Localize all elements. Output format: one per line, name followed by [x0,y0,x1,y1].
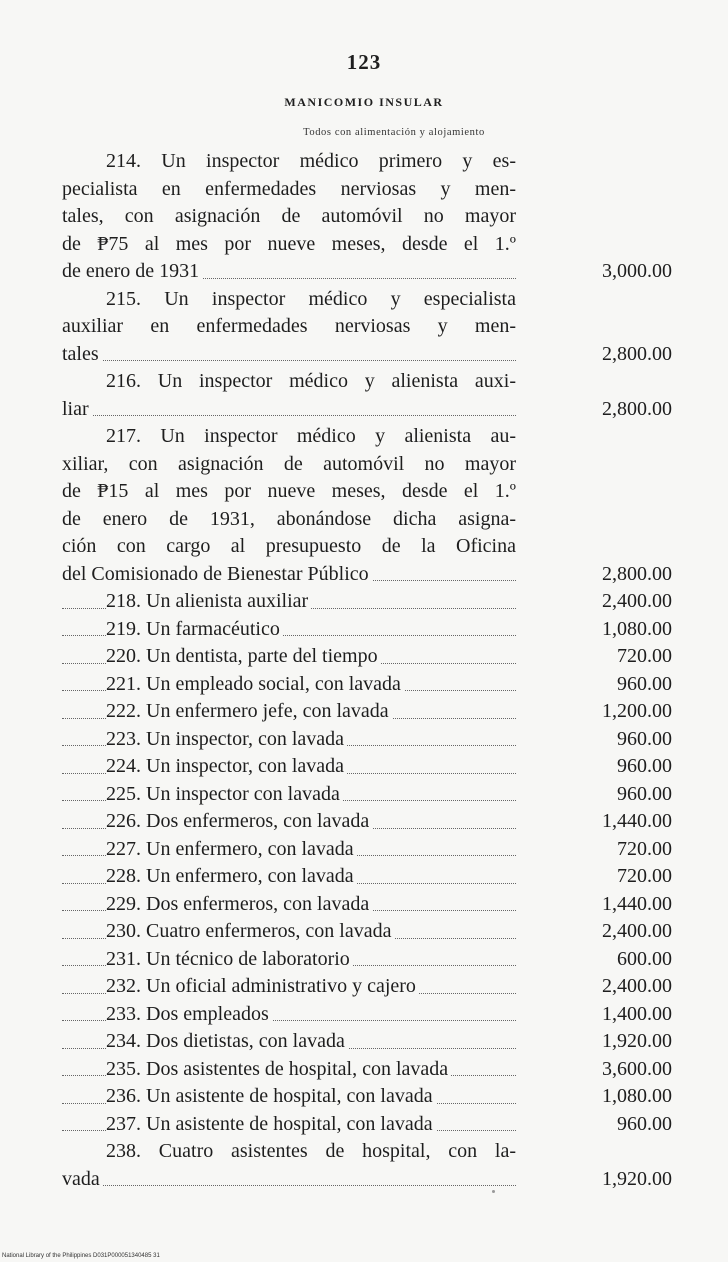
entry-amount: 2,800.00 [602,397,672,420]
entry-line-text: 228. Un enfermero, con lavada [106,865,357,887]
entry-line-text: ción con cargo al presupuesto de la Oficina [62,535,516,557]
entry-line [62,533,516,561]
entry-line-text: 222. Un enfermero jefe, con lavada [106,700,392,722]
entry-amount: 1,440.00 [602,892,672,915]
entry-line [62,368,516,396]
entry-amount: 960.00 [617,1112,672,1135]
entry-line [62,643,516,671]
budget-entry [62,918,672,946]
entry-line [62,286,516,314]
entry-line [62,231,516,259]
entry-amount: 960.00 [617,727,672,750]
budget-entry [62,671,672,699]
entry-line [62,148,516,176]
budget-entry [62,1028,672,1056]
entry-amount: 1,920.00 [602,1030,672,1052]
entry-line [62,1001,516,1029]
entry-amount: 2,800.00 [602,342,672,365]
entry-line [62,203,516,231]
entry-amount: 2,800.00 [602,562,672,585]
budget-entry [62,891,672,919]
budget-entry [62,1138,672,1193]
budget-entry-list [62,148,672,1193]
entry-line [62,671,516,699]
entry-line-text: 236. Un asistente de hospital, con lavada [106,1085,436,1107]
entry-line-text: de enero de 1931 [62,260,202,282]
entry-line [62,946,516,974]
entry-amount: 1,080.00 [602,617,672,640]
entry-amount: 2,400.00 [602,920,672,942]
entry-line-text: del Comisionado de Bienestar Público [62,563,372,585]
budget-entry [62,973,672,1001]
entry-amount: 2,400.00 [602,590,672,612]
entry-line-text: 223. Un inspector, con lavada [106,728,347,750]
entry-line [62,726,516,754]
entry-line-text: 238. Cuatro asistentes de hospital, con la- [106,1140,516,1162]
library-footer: National Library of the Philippines D031P000051340485 31 [2,1253,160,1259]
entry-line-text: de enero de 1931, abonándose dicha asigna- [62,507,516,530]
page-speck [492,1190,495,1193]
entry-amount: 960.00 [617,672,672,695]
budget-entry [62,643,672,671]
budget-entry [62,286,672,369]
entry-line [62,478,516,506]
entry-line [62,423,516,451]
entry-line-text: 229. Dos enfermeros, con lavada [106,893,372,915]
entry-line-text: de ₱75 al mes por nueve meses, desde el 1.º [62,232,516,255]
entry-line-text: 221. Un empleado social, con lavada [106,673,404,695]
budget-entry [62,753,672,781]
entry-line [62,918,516,946]
budget-entry [62,1083,672,1111]
entry-line-text: de ₱15 al mes por nueve meses, desde el 1.º [62,480,516,502]
budget-entry [62,588,672,616]
budget-entry [62,781,672,809]
entry-amount: 960.00 [617,782,672,805]
entry-amount: 1,440.00 [602,810,672,832]
entry-line [62,506,516,534]
entry-line [62,561,516,589]
entry-amount: 1,200.00 [602,700,672,722]
entry-amount: 1,400.00 [602,1002,672,1025]
entry-amount: 1,920.00 [602,1167,672,1190]
entry-amount: 600.00 [617,947,672,970]
budget-entry [62,368,672,423]
entry-line-text: 217. Un inspector médico y alienista au- [106,425,516,447]
budget-entry [62,863,672,891]
entry-amount: 1,080.00 [602,1085,672,1107]
entry-line [62,698,516,726]
entry-line-text: 216. Un inspector médico y alienista auxi- [106,370,516,392]
entry-line [62,1166,516,1194]
budget-entry [62,423,672,588]
entry-line [62,753,516,781]
entry-line [62,341,516,369]
budget-entry [62,808,672,836]
entry-amount: 960.00 [617,755,672,777]
entry-line [62,1056,516,1084]
entry-line [62,781,516,809]
entry-line-text: 214. Un inspector médico primero y es- [106,150,516,172]
budget-entry [62,726,672,754]
budget-entry [62,836,672,864]
entry-line-text: 230. Cuatro enfermeros, con lavada [106,920,394,942]
page-number: 123 [346,50,382,74]
budget-entry [62,1001,672,1029]
entry-line [62,588,516,616]
budget-entry [62,1111,672,1139]
entry-line-text: tales, con asignación de automóvil no mayor [62,205,516,227]
entry-line [62,396,516,424]
entry-amount: 3,600.00 [602,1057,672,1080]
entry-line [62,1028,516,1056]
entry-amount: 720.00 [617,837,672,860]
budget-entry [62,946,672,974]
entry-line-text: 233. Dos empleados [106,1003,272,1025]
entry-line-text: 219. Un farmacéutico [106,618,283,640]
entry-line-text: 224. Un inspector, con lavada [106,755,347,777]
entry-line [62,1138,516,1166]
entry-line-text: 227. Un enfermero, con lavada [106,838,357,860]
entry-line-text: 218. Un alienista auxiliar [106,590,311,612]
entry-line-text: 220. Un dentista, parte del tiempo [106,645,381,667]
entry-line-text: vada [62,1168,103,1190]
entry-line [62,973,516,1001]
budget-entry [62,616,672,644]
entry-line [62,451,516,479]
entry-line-text: 237. Un asistente de hospital, con lavada [106,1113,436,1135]
entry-line [62,258,516,286]
section-title: MANICOMIO INSULAR [284,95,444,109]
entry-line-text: 235. Dos asistentes de hospital, con lavada [106,1058,451,1080]
entry-line-text: xiliar, con asignación de automóvil no mayor [62,452,516,475]
entry-line-text: 225. Un inspector con lavada [106,783,343,805]
budget-entry [62,1056,672,1084]
entry-line-text: 231. Un técnico de laboratorio [106,948,353,970]
entry-line [62,863,516,891]
budget-entry [62,148,672,286]
entry-amount: 720.00 [617,865,672,887]
entry-line-text: 226. Dos enfermeros, con lavada [106,810,372,832]
entry-line-text: auxiliar en enfermedades nerviosas y men- [62,315,516,337]
entry-line-text: liar [62,398,92,420]
entry-line [62,808,516,836]
budget-entry [62,698,672,726]
entry-line-text: 232. Un oficial administrativo y cajero [106,975,419,997]
entry-amount: 3,000.00 [602,260,672,282]
entry-line [62,313,516,341]
entry-line-text: 215. Un inspector médico y especialista [106,287,516,310]
entry-line [62,891,516,919]
entry-line-text: 234. Dos dietistas, con lavada [106,1030,348,1052]
entry-amount: 720.00 [617,645,672,667]
section-subtitle: Todos con alimentación y alojamiento [303,127,485,138]
entry-line-text: pecialista en enfermedades nerviosas y men- [62,177,516,200]
entry-amount: 2,400.00 [602,975,672,997]
entry-line [62,1111,516,1139]
entry-line [62,836,516,864]
entry-line [62,176,516,204]
entry-line [62,1083,516,1111]
entry-line [62,616,516,644]
entry-line-text: tales [62,343,102,365]
